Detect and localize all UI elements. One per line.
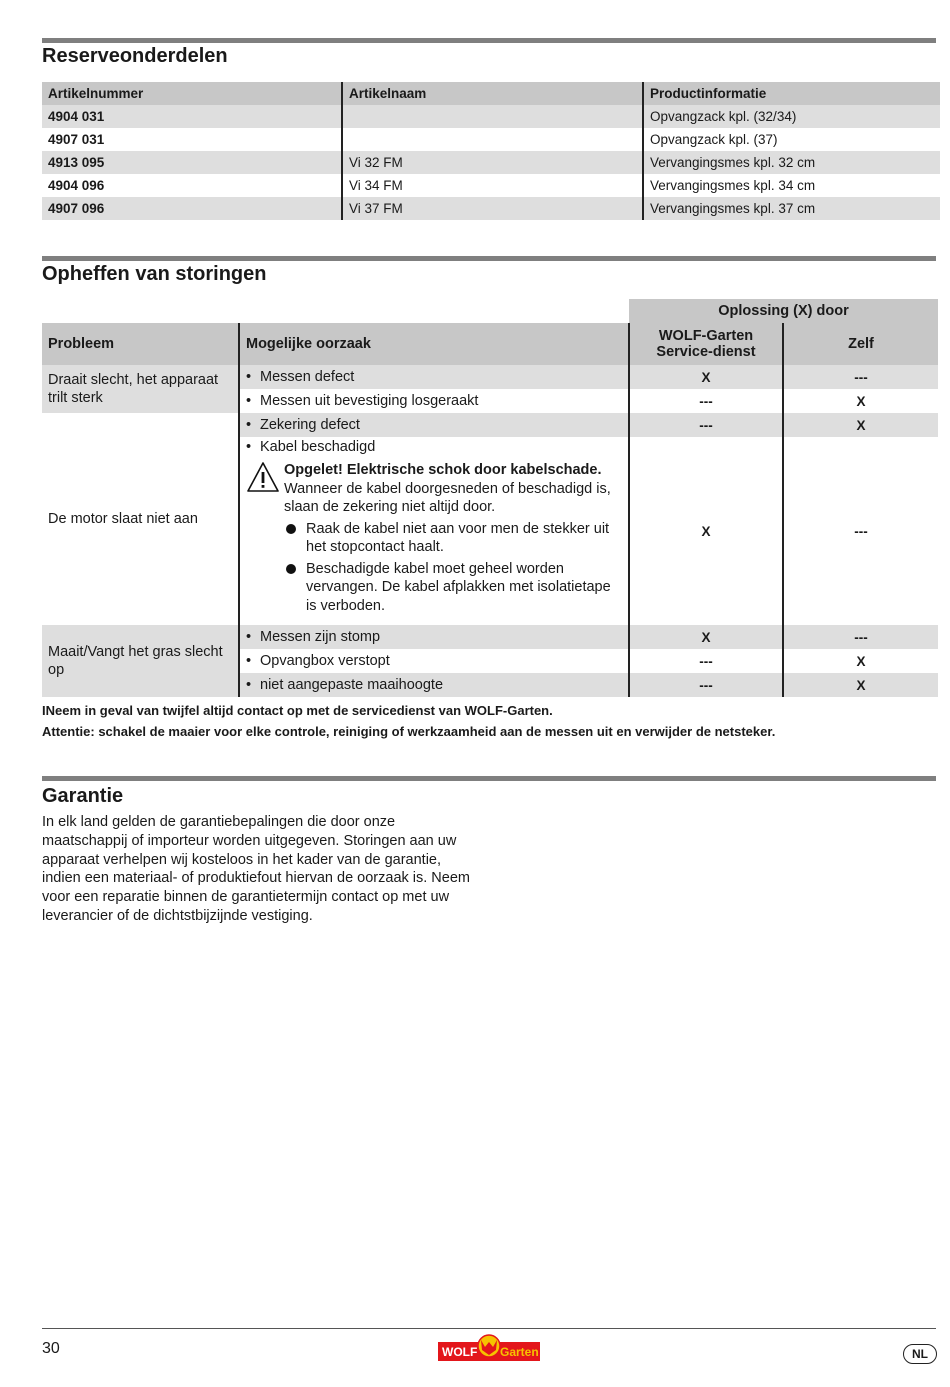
service-mark: --- (629, 649, 783, 673)
column-header: Artikelnummer (42, 82, 342, 105)
warning-item: Beschadigde kabel moet geheel worden vervangen. De kabel afplakken met isolatietape is verboden. (306, 560, 611, 614)
service-header (629, 323, 783, 365)
service-mark: X (629, 437, 783, 625)
page-number: 30 (42, 1340, 60, 1357)
safety-note: Attentie: schakel de maaier voor elke controle, reiniging of werkzaamheid aan de messen uit en verwijder de netsteker. (42, 724, 776, 739)
article-name (342, 128, 643, 151)
service-note: INeem in geval van twijfel altijd contact op met de servicedienst van WOLF-Garten. (42, 703, 553, 718)
article-name: Vi 37 FM (342, 197, 643, 220)
spare-parts-title: Reserveonderdelen (42, 45, 228, 67)
cause-cell (239, 365, 629, 389)
cause-cell (239, 649, 629, 673)
article-name: Vi 32 FM (342, 151, 643, 174)
table-row (42, 174, 940, 197)
bullet-dot-icon (286, 524, 296, 534)
bullet-marker: • (246, 417, 252, 433)
cause-text: Messen uit bevestiging losgeraakt (260, 393, 479, 409)
problem-label: De motor slaat niet aan (42, 413, 239, 625)
problem-label: Draait slecht, het apparaat trilt sterk (42, 365, 239, 413)
bullet-marker: • (246, 629, 252, 645)
spare-parts-table (42, 82, 940, 220)
logo-text-garten: Garten (500, 1345, 539, 1359)
bullet-marker: • (246, 393, 252, 409)
section-divider (42, 38, 936, 43)
language-badge: NL (903, 1344, 937, 1364)
table-row (42, 365, 938, 389)
wolf-garten-logo (438, 1334, 540, 1362)
service-header-line1: WOLF-Garten (658, 328, 754, 344)
cause-text: Kabel beschadigd (260, 439, 376, 455)
product-info: Opvangzack kpl. (37) (643, 128, 940, 151)
warning-box (246, 461, 622, 615)
column-header: Productinformatie (643, 82, 940, 105)
warning-title: Opgelet! Elektrische schok door kabelschade. (284, 462, 602, 478)
section-divider (42, 256, 936, 261)
cause-cell (239, 389, 629, 413)
logo-text-wolf: WOLF (442, 1345, 478, 1359)
problem-header: Probleem (42, 323, 239, 365)
bullet-marker: • (246, 369, 252, 385)
article-number: 4907 031 (42, 128, 342, 151)
product-info: Vervangingsmes kpl. 32 cm (643, 151, 940, 174)
table-row (42, 625, 938, 649)
service-mark: --- (629, 413, 783, 437)
article-number: 4913 095 (42, 151, 342, 174)
warning-triangle-icon (246, 461, 284, 615)
service-mark: X (629, 365, 783, 389)
list-item (284, 520, 622, 557)
bullet-marker: • (246, 677, 252, 693)
self-mark: X (783, 389, 938, 413)
self-mark: X (783, 413, 938, 437)
list-item (284, 560, 622, 616)
self-mark: X (783, 673, 938, 697)
cause-header: Mogelijke oorzaak (239, 323, 629, 365)
table-row (42, 128, 940, 151)
section-divider (42, 776, 936, 781)
cause-text: Zekering defect (260, 417, 360, 433)
self-mark: --- (783, 625, 938, 649)
cause-text: Opvangbox verstopt (260, 653, 390, 669)
table-row (42, 105, 940, 128)
article-name: Vi 34 FM (342, 174, 643, 197)
self-mark: X (783, 649, 938, 673)
article-number: 4907 096 (42, 197, 342, 220)
solution-header: Oplossing (X) door (629, 299, 938, 323)
self-mark: --- (783, 437, 938, 625)
header-spacer (42, 299, 629, 323)
self-header: Zelf (783, 323, 938, 365)
table-row (42, 413, 938, 437)
bullet-marker: • (246, 653, 252, 669)
service-mark: X (629, 625, 783, 649)
cause-cell (239, 437, 629, 625)
product-info: Opvangzack kpl. (32/34) (643, 105, 940, 128)
service-header-line2: Service-dienst (656, 344, 756, 360)
troubleshooting-title: Opheffen van storingen (42, 263, 267, 285)
footer-divider (42, 1328, 936, 1329)
cause-cell (239, 413, 629, 437)
article-name (342, 105, 643, 128)
warranty-title: Garantie (42, 785, 124, 807)
bullet-marker: • (246, 439, 252, 455)
self-mark: --- (783, 365, 938, 389)
product-info: Vervangingsmes kpl. 34 cm (643, 174, 940, 197)
cause-text: niet aangepaste maaihoogte (260, 677, 444, 693)
cause-cell (239, 625, 629, 649)
bullet-dot-icon (286, 564, 296, 574)
service-mark: --- (629, 673, 783, 697)
problem-label: Maait/Vangt het gras slecht op (42, 625, 239, 697)
table-row (42, 151, 940, 174)
service-mark: --- (629, 389, 783, 413)
warning-item: Raak de kabel niet aan voor men de stekker uit het stopcontact haalt. (306, 520, 610, 555)
troubleshooting-table (42, 299, 938, 697)
table-header-row (42, 82, 940, 105)
table-header-row (42, 323, 938, 365)
cause-text: Messen zijn stomp (260, 629, 381, 645)
column-header: Artikelnaam (342, 82, 643, 105)
cause-cell (239, 673, 629, 697)
warranty-text: In elk land gelden de garantiebepalingen die door onze maatschappij of importeur worden uitgegeven. Storingen aan uw apparaat verhelpen wij kosteloos in het kader van de garantie, indien een materiaal- of produktiefout hiervan de oorzaak is. Neem voor een reparatie binnen de garantietermijn contact op met uw leverancier of de dichtstbijzijnde vestiging. (42, 814, 470, 924)
table-header-row (42, 299, 938, 323)
table-row (42, 197, 940, 220)
product-info: Vervangingsmes kpl. 37 cm (643, 197, 940, 220)
article-number: 4904 031 (42, 105, 342, 128)
cause-text: Messen defect (260, 369, 355, 385)
article-number: 4904 096 (42, 174, 342, 197)
warning-text: Wanneer de kabel doorgesneden of beschadigd is, slaan de zekering niet altijd door. (284, 480, 611, 515)
